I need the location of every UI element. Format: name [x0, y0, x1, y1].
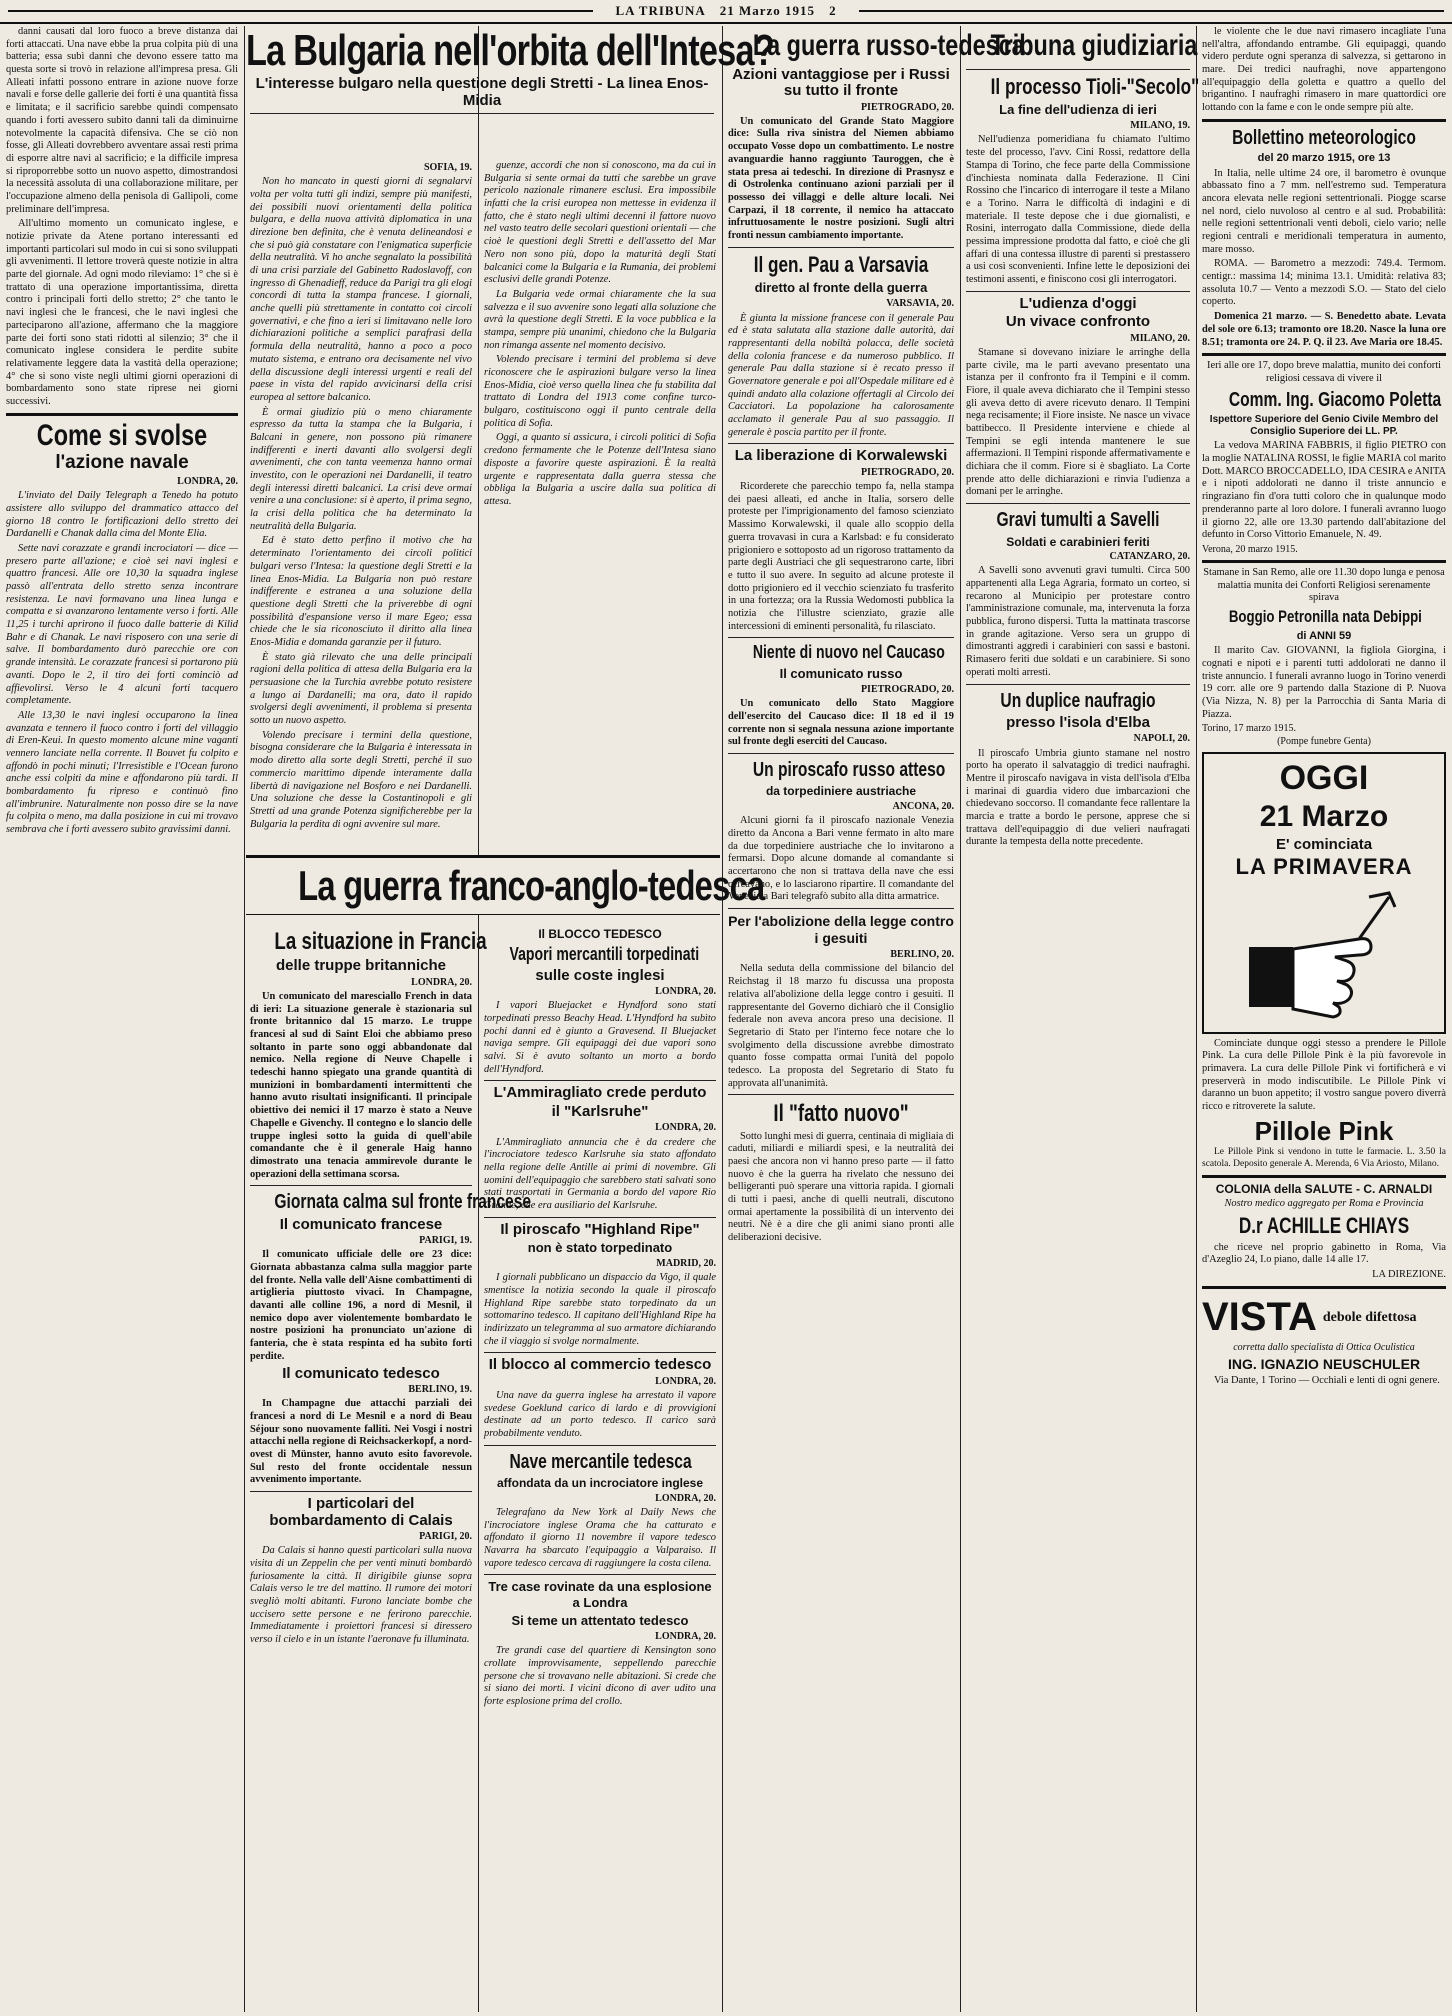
ad-colonia-head: COLONIA della SALUTE - C. ARNALDI	[1215, 1181, 1433, 1196]
column-rule	[478, 26, 479, 2012]
column-3-lower	[484, 925, 716, 2012]
dateline: PARIGI, 20.	[419, 1531, 472, 1543]
article-text: Una nave da guerra inglese ha arrestato il vapore svedese Goeklund carico di lardo e di provvigioni destinate ad un porto tedesco. Il carico sarà probabilmente venduto.	[484, 1390, 716, 1440]
subheadline: Si teme un attentato tedesco	[511, 1613, 689, 1629]
subheadline: Il comunicato francese	[279, 1215, 443, 1233]
headline-processo: Il processo Tioli-"Secolo"	[990, 73, 1200, 99]
ad-vista-name: ING. IGNAZIO NEUSCHULER	[1227, 1355, 1421, 1372]
article-text: Alle 13,30 le navi inglesi occuparono la linea avanzata e tennero il fuoco contro i forti del villaggio di Eren-Keui. In questo momento alcune mine vaganti vennero lanciate nella corrente. Il Bouvet fu colpito e affondò in pochi minuti; l'Irresistible e l'Ocean furono anche essi colpiti da mine e affondarono più tardi. Il bombardamento fu ripreso e continuò fino all'imbrunire. Naturalmente non posso dire se la nave fu colpita o meno, ma dalla posizione in cui mi trovavo sembrava che i forti avessero subìto gravissimi danni.	[6, 709, 238, 836]
article-text: La vedova MARINA FABBRIS, il figlio PIETRO con la moglie NATALINA ROSSI, le figlie MARIA col marito Dott. MARCO BROCCADELLO, IDA CESIRA e ANITA e i nipoti addolorati ne danno il triste annuncio e ringraziano fin d'ora tutti coloro che in qualunque modo prenderanno parte al loro dolore. I funerali avranno luogo il giorno 22, alle ore 13.30 partendo dall'abitazione del defunto in Corso Vittorio Emanuele, N. 49.	[1202, 440, 1446, 541]
article-text: Sotto lunghi mesi di guerra, centinaia di migliaia di caduti, miliardi e miliardi spesi, e la neutralità dei paesi che ancora non vi hanno preso parte — il fatto nuovo è che la guerra ha rivelato che nessuno dei belligeranti può sperare una vittoria rapida. I giornali di tutti i paesi, anche di quelli neutrali, discutono ormai apertamente la possibilità di un intervento dei neutri. Nè è a dire che gli animi siano pronti alle deliberazioni decisive.	[728, 1130, 954, 1244]
headline-korwalewski: La liberazione di Korwalewski	[734, 447, 948, 465]
subheadline: La fine dell'udienza di ieri	[999, 102, 1157, 118]
article-text: In Italia, nelle ultime 24 ore, il barometro è ovunque abbassato fino a 7 mm. nell'estremo sud. Temperatura ancora elevata nelle regioni settentrionali. Piogge scarse nel nord, cielo nuvoloso al centro e al sud. Probabilità: nelle regioni settentrionali venti deboli, cielo vario; nelle regioni centrali e meridionali temperatura in aumento, mare mosso.	[1202, 167, 1446, 255]
article-text: Un comunicato del Grande Stato Maggiore dice: Sulla riva sinistra del Niemen abbiamo occupato Vosse dopo un combattimento. Le nostre avanguardie hanno raggiunto Tauroggen, che è stata presa ai tedeschi. In direzione di Prasnysz e di Ostrolenka continuano azioni parziali per il possesso dei villaggi e delle alture locali. Nei Carpazi, il 18 corrente, il nemico ha attaccato infruttuosamente le nostre posizioni. Sugli altri fronti nessun cambiamento importante.	[728, 115, 954, 241]
obituary-name: Boggio Petronilla nata Debippi	[1228, 607, 1422, 627]
subheadline: non è stato torpedinato	[527, 1240, 673, 1256]
dateline: LONDRA, 20.	[177, 476, 238, 488]
ad-headline: OGGI	[1279, 758, 1369, 797]
column-1	[6, 26, 238, 2012]
subheadline: Soldati e carabinieri feriti	[1006, 534, 1150, 549]
headline-fatto-nuovo: Il "fatto nuovo"	[773, 1100, 909, 1128]
headline-piroscafo-russo: Un piroscafo russo atteso	[752, 759, 946, 782]
dateline: ANCONA, 20.	[892, 801, 954, 813]
column-5	[966, 26, 1200, 2012]
dateline: LONDRA, 20.	[655, 1492, 716, 1504]
brand-pillole-pink: Pillole Pink	[1254, 1115, 1394, 1146]
article-text: Non ho mancato in questi giorni di segnalarvi volta per volta tutti gli indizi, sempre più manifesti, dei possibili nuovi orientamenti della politica bulgara, e della nuova attività diplomatica in una direzione ben definita, che è venuta delineandosi e che si può già constatare con l'enigmatica superficie della neutralità. Vi ho anche segnalato la possibilità di una crisi parziale del Gabinetto Radoslavoff, con ingresso di Ghenadieff, reduce da Parigi tra gli elogi concordi di tutta la stampa francese. I giornali, anche quelli più strettamente in contatto coi circoli governativi, e che fino a ieri si limitavano nelle loro dichiarazioni politiche a semplici parafrasi della formula della neutralità, hanno a poco a poco mutato sistema, e entrano ora decisamente nel vivo della discussione degli interessi urgenti e reali del paese in vista del rapido avvicinarsi della crisi europea al settore balcanico.	[250, 176, 472, 403]
article-text: ROMA. — Barometro a mezzodì: 749.4. Termom. centigr.: massima 14; minima 13.1. Umidità: relativa 83; assoluta 10.7 — Vento a mezzodì S.O. — Stato del cielo coperto.	[1202, 258, 1446, 308]
article-text: In Champagne due attacchi parziali dei francesi a nord di Le Mesnil e a nord di Beau Séjour sono nuovamente falliti. Nei Vosgi i nostri attacchi nella regione di Reichsackerkopf, a nord-ovest di Münster, hanno avuto esito favorevole. Sul resto del fronte occidentale nessun avvenimento importante.	[250, 1398, 472, 1486]
dateline: LONDRA, 20.	[655, 986, 716, 998]
obituary-age: di ANNI 59	[1296, 629, 1352, 642]
article-text: Nella seduta della commissione del bilancio del Reichstag il 18 marzo fu discussa una proposta relativa all'abolizione della legge contro i gesuiti. Il rappresentante del Governo dichiarò che il Consiglio federale non aveva ancora preso una decisione. Il Segretario di Stato per l'interno fece notare che lo svolgimento della discussione avrebbe dimostrato quanto fosse compatta ormai l'unità del popolo tedesco. La proposta del Segretario di Stato fu approvata all'unanimità.	[728, 963, 954, 1089]
article-text: Volendo precisare i termini del problema si deve riconoscere che le aspirazioni bulgare verso la linea Enos-Midia, cioè verso quella linea che fu stabilita dal trattato di Londra del 1913 come confine turco-bulgaro, costituiscono oggi il punto centrale della politica di Sofia.	[484, 354, 716, 429]
column-4	[728, 26, 1025, 2012]
headline-savelli: Gravi tumulti a Savelli	[996, 509, 1160, 532]
column-rule	[1196, 26, 1197, 2012]
headline-udienza: L'udienza d'oggi	[1019, 294, 1137, 312]
ad-vista-text: corretta dallo specialista di Ottica Oculistica	[1233, 1341, 1415, 1353]
subheadline: diretto al fronte della guerra	[754, 280, 928, 296]
headline-comunicato-tedesco: Il comunicato tedesco	[282, 1364, 440, 1382]
advert-vista	[1202, 1293, 1446, 1342]
dateline: BERLINO, 20.	[890, 949, 954, 961]
dateline: BERLINO, 19.	[408, 1384, 472, 1396]
headline-blocco: Il blocco al commercio tedesco	[488, 1356, 712, 1374]
article-text: Oggi, a quanto si assicura, i circoli politici di Sofia credono fermamente che le Potenze dell'Intesa siano disposte a favorire queste aspirazioni. È la realtà urgente e rappresentata dalla guerra stessa che obbliga la Bulgaria a uscire dalla sua politica di attesa.	[484, 432, 716, 507]
article-text: L'Ammiragliato annuncia che è da credere che l'incrociatore tedesco Karlsruhe sia stato affondato nella regione delle Antille ai primi di novembre. Gli uomini dell'equipaggio che sarebbero stati salvati sono stati trasportati in Germania a bordo del vapore Rio Grande, che era ausiliario del Karlsruhe.	[484, 1136, 716, 1212]
ad-colonia-name: D.r ACHILLE CHIAYS	[1238, 1212, 1410, 1238]
article-text: Il comunicato ufficiale delle ore 23 dice: Giornata abbastanza calma sulla maggior parte del fronte. Nella valle dell'Aisne combattimenti di artiglieria piuttosto vivaci. In Champagne, davanti alle colline 196, a nord di Mesnil, il nemico dopo aver violentemente bombardato le nostre posizioni ha pronunciato un'azione di fanteria, che è stata respinta ed ha subìto forti perdite.	[250, 1249, 472, 1362]
dateline: LONDRA, 20.	[655, 1375, 716, 1387]
column-rule	[244, 26, 245, 2012]
ad-subheadline: E' cominciata	[1275, 835, 1373, 853]
subheadline: sulle coste inglesi	[535, 966, 665, 984]
headline-vapori: Vapori mercantili torpedinati	[509, 943, 700, 964]
article-text: Tre grandi case del quartiere di Kensington sono crollate improvvisamente, seppellendo parecchie persone che si trovavano nelle abitazioni. Si crede che si siano dei morti. I vicini dicono di aver udito una forte esplosione prima del crollo.	[484, 1645, 716, 1707]
subheadline: Il comunicato russo	[779, 666, 903, 682]
article-text: I vapori Bluejacket e Hyndford sono stati torpedinati presso Beachy Head. L'Hyndford ha subìto pochi danni ed è giunto a Gravesend. Il Bluejacket naviga sempre. Gli equipaggi dei due vapori sono salvi. Si è avuto soltanto un morto a bordo dell'Hyndford.	[484, 1000, 716, 1075]
war-banner	[246, 855, 765, 915]
dateline: MILANO, 20.	[1130, 332, 1190, 344]
article-text: Nell'udienza pomeridiana fu chiamato l'ultimo teste del processo, l'avv. Cini Rossi, redattore della Stampa di Torino, che fece parte della Commissione d'inchiesta nominata dalla Federazione. Il Cini Rossino che l'incarico di interrogare il teste a Milano e a Torino. Narra le difficoltà di indagini e di materiale. Il teste depose che i due giornalisti, e Rosini, interrogato dalla Commissione, diede della pessima impressione prodotta dal fatto, e cioè che gli affari di una contessa illustre di parenti si prestassero a usi così sconvenienti. Infine lette le deposizioni dei testimoni assenti, e finiscono così gli interrogatori.	[966, 134, 1190, 286]
article-text: È ormai giudizio più o meno chiaramente espresso da tutta la stampa che la Bulgaria, i Balcani in genere, non possono più rimanere indifferenti e inerti davanti allo svolgersi degli avvenimenti, che con tanta veemenza hanno ormai investito, con le operazioni nei Dardanelli, il teatro degli interessi diretti balcanici. La crisi deve ormai venire a una conclusione: si è aperto, il prima segno, la crisi della politica che ha determinato la neutralità della Bulgaria.	[250, 406, 472, 532]
advert-pillole-pink	[1202, 752, 1446, 1034]
headline-tre-case: Tre case rovinate da una esplosione a Londra	[488, 1579, 712, 1611]
article-text: All'ultimo momento un comunicato inglese, e notizie private da Atene portano interessanti ed importanti particolari sul modo in cui si sono sviluppati gli avvenimenti. Il lettore troverà queste notizie in altra parte del giornale. Ad ogni modo rileviamo: 1° che si è trattato di una operazione importantissima, diretta contro i principali forti dello stretto; 2° che tanto le navi inglesi che le francesi, che le navi inglesi che parteciparono all'azione, affermano che la maggiore parte dei forti sono stati ridotti al silenzio; 3° che il comunicato inglese considera le perdite subite relativamente leggere data la vastità della operazione; 4° che si sono viste negli ultimi giorni operazioni di bombardamento sono state riprese nei giorni successivi.	[6, 218, 238, 407]
article-text: Da Calais si hanno questi particolari sulla nuova visita di un Zeppelin che per venti minuti bombardò furiosamente la città. Il dirigibile giunse sopra Calais verso le tre del mattino. Il rumore dei motori svegliò molti abitanti. Furono lanciate bombe che uccisero sette persone e ne ferirono parecchie. Immediatamente i proiettori francesi si diressero verso il cielo e in un istante l'aeronave fu illuminata.	[250, 1545, 472, 1646]
subheadline: delle truppe britanniche	[275, 957, 447, 975]
subheadline: L'interesse bulgaro nella questione degli Stretti - La linea Enos-Midia	[255, 75, 709, 109]
article-text: danni causati dal loro fuoco a breve distanza dai forti attaccati. Una nave ebbe la prua colpita più di una batteria; essa subì danni che devono essere tatto ma questa sorte si trovò in relazione all'impresa presa. Gli Alleati infatti possono entrare in azione nuove forze navali e forse delle gallerie dei forti è una quantità fissa e limitata; e il sacrificio sarebbe quindi compensato quando i forti avessero subìto danni tali da diminuirne notevolmente la capacità difensiva. Che se ciò non fosse, gli Alleati dovrebbero avventare assai resti prima di esporre altre navi al sacrificio; e la difficile impresa si riproporrebbe sotto un nuovo aspetto, dimostrandosi la necessità assoluta di una collaborazione militare, per l'occupazione almeno della penisola di Gallipoli, come preliminare dell'impresa.	[6, 26, 238, 215]
dateline: SOFIA, 19.	[423, 162, 472, 173]
headline-bulgaria: La Bulgaria nell'orbita dell'Intesa?	[246, 26, 774, 75]
headline-ammiragliato: L'Ammiragliato crede perduto	[493, 1084, 707, 1102]
obituary-intro: Stamane in San Remo, alle ore 11.30 dopo lunga e penosa malattia munita dei Conforti Religiosi serenamente spirava	[1203, 567, 1445, 604]
article-text: le violente che le due navi rimasero incagliate l'una nell'altra, affondando entrambe. Gli equipaggi, quando videro perdute ogni speranza di salvezza, si gettarono in mare. Dei tredici naufraghi, nove appartengono all'equipaggio della goletta e quattro a quello del brigantino. I naufraghi rimasero in mare quattordici ore lottando con la fame e con le onde sempre più alte.	[1202, 26, 1446, 114]
pointing-hand-icon	[1249, 887, 1399, 1017]
article-text: che riceve nel proprio gabinetto in Roma, Via d'Azeglio 24, I.o piano, dalle 14 alle 17.	[1202, 1241, 1446, 1266]
column-6	[1202, 26, 1446, 2012]
dateline: PIETROGRADO, 20.	[860, 101, 954, 113]
article-text: Sette navi corazzate e grandi incrociatori — dice — presero parte all'azione; e cioè sei navi inglesi e quattro francesi. Alle ore 10,30 la squadra inglese passò all'entrata dello stretto senza incontrare resistenza. Le navi formavano una linea lunga e compatta e si avanzarono lentamente verso i forti. Alle 11,25 i turchi aprirono il fuoco dalle batterie di Kilid Bahr e di Chanak. Le navi risposero con una serie di salve. Il bombardamento durò parecchie ore con grande intensità. Le corazzate francesi si portarono più avanti. Dopo le 2, il tiro dei forti cominciò ad affievolirsi. Verso le 4 alcuni forti tacquero completamente.	[6, 542, 238, 707]
ad-colonia-sub: Nostro medico aggregato per Roma e Provincia	[1224, 1198, 1424, 1210]
headline-tribuna-giudiziaria: Tribuna giudiziaria	[990, 29, 1198, 62]
dateline: CATANZARO, 20.	[1109, 551, 1190, 563]
article-text: Un comunicato dello Stato Maggiore dell'esercito del Caucaso dice: Il 18 ed il 19 corrente non si segnala nessuna azione importante sul fronte degli eserciti del Caucaso.	[728, 698, 954, 748]
dateline: LONDRA, 20.	[411, 976, 472, 988]
ad-colonia-sign: LA DIREZIONE.	[1372, 1269, 1446, 1281]
article-text: I giornali pubblicano un dispaccio da Vigo, il quale smentisce la notizia secondo la quale il piroscafo Highland Ripe sarebbe stato torpedinato da un sottomarino tedesco. Il capitano dell'Highland Ripe ha indirizzato un telegramma al suo armatore dichiarando che il viaggio si svolge normalmente.	[484, 1272, 716, 1347]
article-text: Ricorderete che parecchio tempo fa, nella stampa dei paesi alleati, ed anche in Italia, sorsero delle proteste per l'imprigionamento del famoso scienziato Massimo Korwalewski, il quale allo scoppio della guerra trovavasi in cura a Karlsbad: e fu considerato prigioniero e sottoposto ad un rigoroso trattamento da parte degli Austriaci che gli sequestrarono carte, libri e tutto il suo avere. In seguito ad alcune proteste il dotto prigioniero ed il vecchio scienziato fu trasferito in una fortezza; ora la Russia Wedomosti pubblica la notizia che l'illustre scienziato, grazie alle intercessioni di eminenti personalità, fu rilasciato.	[728, 481, 954, 632]
headline-meteo: Bollettino meteorologico	[1232, 126, 1416, 149]
masthead-title: LA TRIBUNA	[615, 3, 706, 18]
article-text: La Bulgaria vede ormai chiaramente che la sua salvezza e il suo avvenire sono legati alla soluzione che avrà la questione degli Stretti. E la voce pubblica e la stampa, sempre più unanimi, chiedono che la Bulgaria non rimanga assente nel momento decisivo.	[484, 288, 716, 351]
subheadline: l'azione navale	[55, 452, 189, 474]
subheadline: da torpediniere austriache	[765, 784, 917, 799]
headline-highland: Il piroscafo "Highland Ripe"	[500, 1220, 700, 1238]
dateline: PIETROGRADO, 20.	[860, 466, 954, 478]
headline-situazione-francia: La situazione in Francia	[274, 928, 487, 955]
subheadline: del 20 marzo 1915, ore 13	[1257, 152, 1391, 165]
headline-franco-anglo-tedesca: La guerra franco-anglo-tedesca	[298, 862, 765, 909]
article-text: Cominciate dunque oggi stesso a prendere le Pillole Pink. La cura delle Pillole Pink è la più favorevole in primavera. La cura delle Pillole Pink vi fortificherà e vi preserverà in modo indiscutibile. Le Pillole Pink vi daranno un buon appetito; il vostro sangue povero diverrà ricco e ritroverete la salute.	[1202, 1037, 1446, 1113]
column-3-top	[484, 160, 716, 850]
obituary-intro: Ieri alle ore 17, dopo breve malattia, munito dei conforti religiosi cessava di vivere il	[1207, 360, 1441, 384]
ad-vista-side: debole difettosa	[1322, 1309, 1417, 1325]
article-text: Le Pillole Pink si vendono in tutte le farmacie. L. 3.50 la scatola. Deposito generale A. Merenda, 6 Via Ariosto, Milano.	[1202, 1147, 1446, 1170]
article-text: L'inviato del Daily Telegraph a Tenedo ha potuto assistere allo sviluppo del drammatico attacco del giorno 18 contro le fortificazioni dello stretto dei Dardanelli e Chanak dalla cima del Monte Elia.	[6, 490, 238, 540]
article-text: Telegrafano da New York al Daily News che l'incrociatore inglese Orama che ha catturato e affondato il giorno 11 novembre il vapore tedesco Navarra ha sbarcato l'equipaggio a Valparaiso. Il vapore tedesco cercava di raggiungere la costa cilena.	[484, 1507, 716, 1569]
masthead-page: 2	[829, 3, 837, 18]
article-text: Stamane si dovevano iniziare le arringhe della parte civile, ma le parti avevano presentato una istanza per il confronto fra il Tempini e il comm. Fiore, il quale aveva dichiarato che il Tempini stesso gli aveva detto di avere ricevuto denaro. Il Tempini nega recisamente; il Fiore insiste. Ne nasce un vivace battibecco. Il Presidente interviene e chiede al Tempini se egli intenda mantenere le sue affermazioni. Il Tempini risponde affermativamente e dichiara che il comm. Fiore si è sbagliato. La Corte prende atto delle dichiarazioni e rinvia l'udienza a domani per le arringhe.	[966, 346, 1190, 498]
column-rule	[722, 26, 723, 2012]
headline-nave-mercantile: Nave mercantile tedesca	[509, 1450, 692, 1473]
headline-come-si-svolse: Come si svolse	[36, 418, 208, 452]
headline-russo-tedesca: La guerra russo-tedesca	[752, 29, 1025, 62]
ad-vista-big: VISTA	[1202, 1294, 1317, 1339]
subheadline: Un vivace confronto	[1005, 313, 1151, 331]
headline-gesuiti: Per l'abolizione della legge contro i gesuiti	[728, 913, 954, 947]
headline-calais: I particolari del bombardamento di Calais	[269, 1495, 453, 1529]
masthead-date: 21 Marzo 1915	[719, 3, 816, 18]
column-rule	[960, 26, 961, 2012]
article-text: A Savelli sono avvenuti gravi tumulti. Circa 500 appartenenti alla Lega Agraria, formato un corteo, si recarono al Municipio per protestare contro l'amministrazione comunale, ma, intervenuta la forza pubblica, furono dispersi. Tutta la mattinata trascorse in grande agitazione. Verso sera un gruppo di dimostranti aggredì i carabinieri con sassi e bastoni. Rimasero feriti due soldati e un carabiniere. Si sono operati molti arresti.	[966, 565, 1190, 678]
article-text: Domenica 21 marzo. — S. Benedetto abate. Levata del sole ore 6.13; tramonto ore 18.20. Nasce la luna ore 8.51; tramonta ore 24. P. Q. il 23. Ave Maria ore 18.45.	[1202, 311, 1446, 348]
article-text: Volendo precisare i termini della questione, bisogna considerare che la Bulgaria è interessata in modo diretto alla sorte degli Stretti, perché il suo commercio marittimo dipende interamente dalla libertà di navigazione nel Bosforo e nei Dardanelli. Una soluzione che desse la Costantinopoli e gli Stretti ad una grande Potenza significherebbe per la Bulgaria la perdita di ogni avvenire sul mare.	[250, 729, 472, 830]
article-text: Il marito Cav. GIOVANNI, la figliola Giorgina, i cognati e nipoti e i parenti tutti addolorati ne danno il triste annuncio. I funerali avranno luogo in Torino venerdì 19 corr. alle ore 9 partendo dalla Stazione di P. Nuova (Via Nizza, N. 8) per la Parrocchia di Santa Maria di Piazza.	[1202, 645, 1446, 720]
column-2-lower	[250, 925, 532, 2012]
section-blocco-tedesco: Il BLOCCO TEDESCO	[538, 927, 662, 941]
dateline: VARSAVIA, 20.	[886, 298, 954, 310]
article-text: Il piroscafo Umbria giunto stamane nel nostro porto ha operato il salvataggio di tredici naufraghi. Mentre il piroscafo navigava in vista dell'isola d'Elba i marinai di guardia videro due imbarcazioni che chiedevano soccorso. Il comandante fece rallentare la marcia e tratte a bordo le persone, apprese che si trattava dell'equipaggio di due velieri naufragati durante la tempesta della notte precedente.	[966, 747, 1190, 848]
dateline: LONDRA, 20.	[655, 1122, 716, 1134]
article-text: Un comunicato del maresciallo French in data di ieri: La situazione generale è stazionaria sul fronte britannico dal 15 marzo. Le truppe francesi al sud di Saint Eloi che abbiamo preso soltanto in parte sono oggi abbandonate dal nemico. Nella regione di Neuve Chapelle i tedeschi hanno spiegato una grande quantità di munizioni in bombardamenti intermittenti che hanno avuto risultati insignificanti. Il principale obiettivo dei nemici il 17 marzo è stato a Neuve Chapelle e Givenchy. Il contegno e lo slancio delle truppe inglesi sotto la guida di quell'abile comandante che è il generale Haig hanno dimostrato una tenacia ammirevole durante le operazioni della settimana scorsa.	[250, 990, 472, 1180]
headline-caucaso: Niente di nuovo nel Caucaso	[752, 642, 945, 663]
obituary-name: Comm. Ing. Giacomo Poletta	[1228, 388, 1442, 411]
masthead	[0, 0, 1452, 24]
obituary-date: Torino, 17 marzo 1915.	[1202, 723, 1297, 735]
article-text: È giunta la missione francese con il generale Pau ed è stata salutata alla stazione dalle autorità, dai rappresentanti della nobiltà polacca, delle società della colonia francese e da numeroso pubblico. Il generale Pau dalla stazione si è recato presso il Governatore generale e poi all'Ospedale militare ed è quindi andato alla colazione offertagli al Circolo dei Cacciatori. La popolazione ha calorosamente acclamato il generale Pau al suo passaggio. Il generale è poscia partito per il fronte.	[728, 312, 954, 438]
article-text: Ed è stato detto perfino il motivo che ha determinato l'orientamento dei circoli politici bulgari verso l'Intesa: la questione degli Stretti e la linea Enos-Midia. La Bulgaria non può restare indifferente e estranea a una soluzione della questione degli Stretti che la priverebbe di ogni possibilità d'espansione verso il mare Egeo; essa chiede che le sia riconosciuto il diritto alla linea Enos-Midia e domanda garanzie per il futuro.	[250, 535, 472, 648]
subheadline: presso l'isola d'Elba	[1006, 713, 1150, 731]
headline-giornata-calma: Giornata calma sul fronte francese	[274, 1191, 532, 1214]
obituary-date: Verona, 20 marzo 1915.	[1202, 543, 1298, 555]
dateline: MADRID, 20.	[656, 1258, 716, 1270]
dateline: MILANO, 19.	[1130, 120, 1190, 132]
article-text: Alcuni giorni fa il piroscafo nazionale Venezia diretto da Ancona a Bari venne fermato in alto mare da due torpediniere austriache che lo invitarono a fermarsi. Dopo alcune domande al comandante si accertarono che non si trattava della nave che essi cercavano, e lo lasciarono ripartire. Il comandante del Venezia a Bari telegrafò subito alla ditta armatrice.	[728, 815, 954, 903]
dateline: PARIGI, 19.	[419, 1235, 472, 1247]
dateline: LONDRA, 20.	[655, 1631, 716, 1643]
dateline: PIETROGRADO, 20.	[860, 684, 954, 696]
subheadline: affondata da un incrociatore inglese	[496, 1476, 704, 1491]
article-text: È stato già rilevato che una delle principali ragioni della politica di attesa della Bulgaria era la persuasione che la Turchia avrebbe potuto resistere a lungo ai Dardanelli; ma ora, dato il rapido svolgersi degli avvenimenti, il problema si presenta sotto un nuovo aspetto.	[250, 651, 472, 727]
subheadline: il "Karlsruhe"	[551, 1102, 649, 1120]
article-text: Via Dante, 1 Torino — Occhiali e lenti di ogni genere.	[1214, 1374, 1440, 1386]
headline-pau: Il gen. Pau a Varsavia	[753, 251, 929, 277]
subheadline: Azioni vantaggiose per i Russi su tutto il fronte	[732, 65, 950, 100]
ad-headline: LA PRIMAVERA	[1235, 854, 1413, 880]
dateline: NAPOLI, 20.	[1133, 733, 1190, 745]
obituary-footer: (Pompe funebre Genta)	[1277, 735, 1371, 747]
obituary-title: Ispettore Superiore del Genio Civile Membro del Consiglio Superiore dei LL. PP.	[1209, 414, 1439, 438]
ad-headline: 21 Marzo	[1259, 800, 1389, 834]
headline-naufragio: Un duplice naufragio	[1000, 689, 1156, 712]
article-text: guenze, accordi che non si conoscono, ma da cui in Bulgaria si sente ormai da tutti che sarebbe un grave pericolo nazionale rimanere esclusi. Era impossibile infatti che la crisi europea non mettesse in evidenza il fatto, che è stato negli ultimi decenni il fattore nuovo nel vasto teatro delle secolari questioni orientali — che cioè le questioni degli Stretti e dell'assetto del Mar Nero non sono più, dopo la maturità degli Stati balcanici come la Bulgaria e la Rumania, dei problemi esclusivi delle grandi Potenze.	[484, 160, 716, 286]
